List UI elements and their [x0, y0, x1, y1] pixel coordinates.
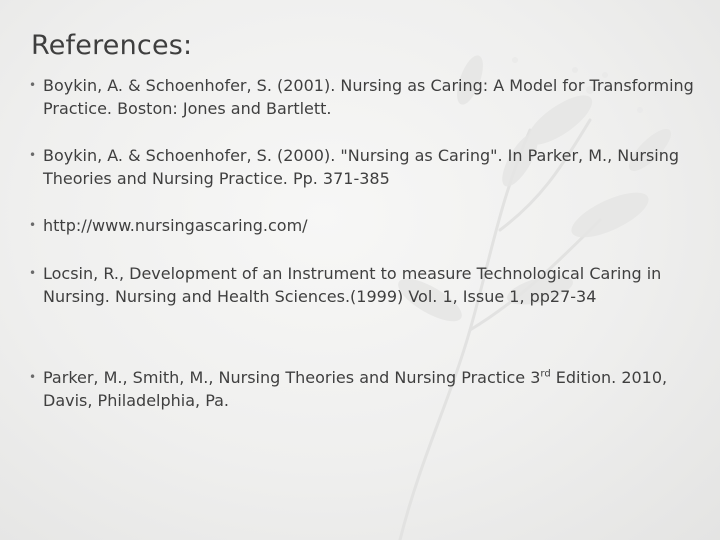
- slide-title: References:: [31, 30, 193, 61]
- reference-item: [26, 74, 706, 144]
- reference-text: Locsin, R., Development of an Instrument to measure Technological Caring in Nursing. Nursing and Health Sciences.(1999) Vol. 1, Issue 1, pp27-34: [43, 264, 662, 306]
- reference-text: Parker, M., Smith, M., Nursing Theories and Nursing Practice 3: [43, 368, 541, 387]
- seed-dot: [572, 67, 578, 73]
- seed-dot: [512, 57, 518, 63]
- reference-item: [26, 366, 706, 412]
- reference-text-continued: Edition. 2010, Davis, Philadelphia, Pa.: [43, 368, 668, 410]
- bullet-symbol: •: [29, 218, 37, 232]
- reference-item: [26, 262, 706, 366]
- reference-text: Boykin, A. & Schoenhofer, S. (2000). "Nursing as Caring". In Parker, M., Nursing Theories and Nursing Practice. Pp. 371-385: [43, 146, 680, 188]
- bullet-symbol: •: [29, 370, 37, 384]
- reference-text: Boykin, A. & Schoenhofer, S. (2001). Nursing as Caring: A Model for Transforming Practice. Boston: Jones and Bartlett.: [43, 76, 694, 118]
- superscript-text: rd: [540, 368, 551, 380]
- reference-item: [26, 214, 706, 262]
- reference-item: [26, 144, 706, 214]
- bullet-symbol: •: [29, 148, 37, 162]
- references-list: [26, 74, 706, 412]
- bullet-symbol: •: [29, 266, 37, 280]
- reference-link[interactable]: http://www.nursingascaring.com/: [43, 216, 308, 235]
- bullet-symbol: •: [29, 78, 37, 92]
